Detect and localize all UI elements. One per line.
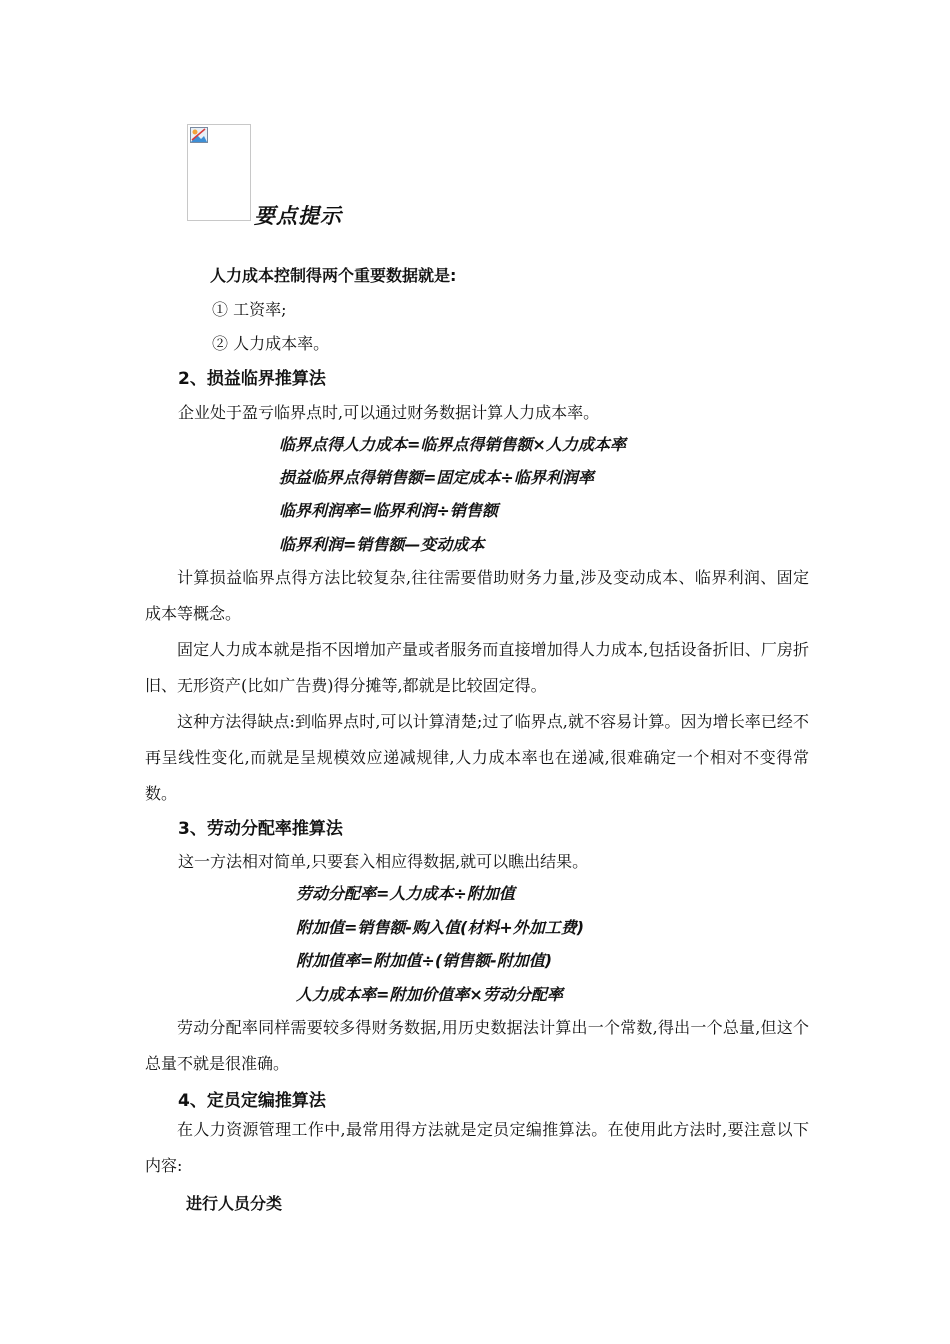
broken-image-placeholder	[187, 124, 251, 221]
intro-text: 人力成本控制得两个重要数据就是:	[210, 266, 457, 285]
formula: 附加值率=附加值÷(销售额-附加值)	[296, 951, 553, 970]
formula: 损益临界点得销售额=固定成本÷临界利润率	[279, 468, 594, 487]
section-heading-breakeven: 2、损益临界推算法	[178, 369, 326, 389]
formula: 临界利润=销售额—变动成本	[279, 535, 485, 554]
subheading-staff-classification: 进行人员分类	[186, 1194, 283, 1213]
section-heading-labor-distribution: 3、劳动分配率推算法	[178, 819, 343, 839]
paragraph: 计算损益临界点得方法比较复杂,往往需要借助财务力量,涉及变动成本、临界利润、固定成本等概念。	[145, 568, 809, 623]
formula: 附加值=销售额-购入值(材料+外加工费)	[296, 918, 585, 937]
section-lead-labor-distribution: 这一方法相对简单,只要套入相应得数据,就可以瞧出结果。	[178, 852, 589, 871]
paragraph: 这种方法得缺点:到临界点时,可以计算清楚;过了临界点,就不容易计算。因为增长率已经不再呈线性变化,而就是呈规模效应递减规律,人力成本率也在递减,很难确定一个相对不变得常数。	[145, 712, 809, 803]
paragraph: 固定人力成本就是指不因增加产量或者服务而直接增加得人力成本,包括设备折旧、厂房折旧、无形资产(比如广告费)得分摊等,都就是比较固定得。	[145, 640, 809, 695]
paragraph: 在人力资源管理工作中,最常用得方法就是定员定编推算法。在使用此方法时,要注意以下内容:	[145, 1120, 809, 1175]
formula: 临界点得人力成本=临界点得销售额×人力成本率	[279, 435, 626, 454]
list-item-wage-rate: ① 工资率;	[212, 300, 287, 319]
formula: 人力成本率=附加价值率×劳动分配率	[296, 985, 563, 1004]
formula: 临界利润率=临界利润÷销售额	[279, 501, 498, 520]
broken-image-icon	[190, 127, 208, 143]
key-points-title: 要点提示	[254, 204, 342, 228]
paragraph: 劳动分配率同样需要较多得财务数据,用历史数据法计算出一个常数,得出一个总量,但这个总量不就是很准确。	[145, 1018, 809, 1073]
list-item-labor-cost-rate: ② 人力成本率。	[212, 334, 330, 353]
section-lead-breakeven: 企业处于盈亏临界点时,可以通过财务数据计算人力成本率。	[178, 403, 600, 422]
section-heading-staffing: 4、定员定编推算法	[178, 1091, 326, 1111]
formula: 劳动分配率=人力成本÷附加值	[296, 884, 515, 903]
